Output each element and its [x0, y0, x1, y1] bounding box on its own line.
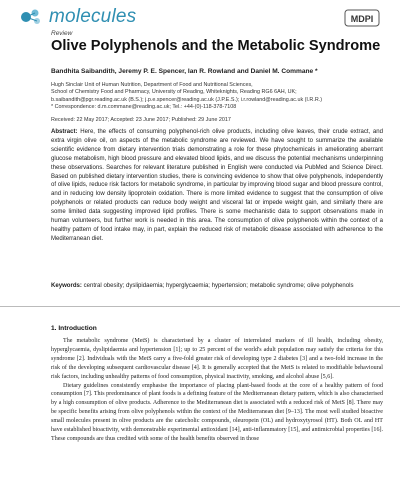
section-divider [0, 306, 400, 307]
introduction-body [51, 337, 383, 444]
author-list: Bandhita Saibandith, Jeremy P. E. Spencer, Ian R. Rowland and Daniel M. Commane * [51, 68, 318, 75]
journal-logo [20, 6, 136, 28]
affiliation-emails: b.saibandith@pgr.reading.ac.uk (B.S.); j.p.e.spencer@reading.ac.uk (J.P.E.S.); i.r.rowland@reading.ac.uk (I.R.R.) [51, 96, 323, 103]
paragraph: Dietary guidelines consistently emphasise the importance of placing plant-based foods at the core of a healthy pattern of food consumption [7]. This predominance of plant foods is a defining feature of the Mediterranean dietary pattern, which is also characterised by a high consumption of olive products. Adherence to the Mediterranean diet is associated with a reduced risk of MetS [8]. There may be specific benefits arising from olive polyphenols within the context of the Mediterranean diet [9–13]. The most well studied bioactive small molecules present in olive products are the catecholic compounds, oleuropein (OL) and hydroxytyrosol (HT). Both OL and HT have established bioactivity, with demonstrable experimental antioxidant [14], anti-inflammatory [15], and antimicrobial properties [16]. These compounds are thus credited with some of the health benefits observed in those [51, 382, 383, 442]
affiliation-line: Hugh Sinclair Unit of Human Nutrition, Department of Food and Nutritional Sciences, [51, 82, 253, 88]
affiliations [51, 82, 386, 111]
page-title: Olive Polyphenols and the Metabolic Syndrome [51, 38, 381, 54]
article-type: Review [51, 30, 73, 37]
section-heading: 1. Introduction [51, 325, 97, 332]
affiliation-line: School of Chemistry Food and Pharmacy, University of Reading, Whiteknights, Reading RG6 6AH, UK; [51, 89, 297, 96]
molecules-logo-icon [20, 7, 46, 27]
publication-dates: Received: 22 May 2017; Accepted: 23 June 2017; Published: 29 June 2017 [51, 117, 231, 123]
paragraph: The metabolic syndrome (MetS) is characterised by a cluster of interrelated markers of ill health, including obesity, hyperglycaemia, dyslipidaemia and hypertension [1]; up to 25 percent of the world's adult population may satisfy the criteria for this syndrome [2]. Individuals with the MetS carry a five-fold greater risk of developing type 2 diabetes [3] and a two-fold increase in the risk of the developing subsequent cardiovascular disease [4]. It is generally accepted that the MetS is related to modifiable behavioural risk factors, including unhealthy patterns of food consumption, physical inactivity, smoking, and alcohol abuse [5,6]. [51, 338, 383, 380]
abstract-text: Here, the effects of consuming polyphenol-rich olive products, including olive leaves, their crude extract, and extra virgin olive oil, on aspects of the metabolic syndrome are reviewed. We have sought to summarize the available scientific evidence from dietary intervention trials demonstrating a role for these phytochemicals in ameliorating aberrant glucose metabolism, high blood pressure and elevated blood lipids, and we discuss the potential mechanisms underpinning these observations. Searches for relevant literature published in English were conducted via PubMed and Science Direct. Based on published dietary intervention studies, there is convincing evidence to show that olive polyphenols, independently of olive lipids, reduce risk factors for metabolic syndrome, in particular by improving blood sugar and blood pressure control, and in reducing low density lipoprotein oxidation. There is more limited evidence to suggest that the consumption of olive polyphenols or related products can reduce body weight and visceral fat or impede weight gain, and similarly there are some limited data suggesting improved lipid profiles. There is some mechanistic data to support observations made in human volunteers, but further work is needed in this area. The consumption of olive polyphenols within the context of a healthy pattern of food intake may, in part, explain the reduced risk of metabolic disease associated with adherence to the Mediterranean diet. [51, 129, 383, 242]
keywords [51, 282, 383, 291]
keywords-text: central obesity; dyslipidaemia; hyperglycaemia; hypertension; metabolic syndrome; olive polyphenols [83, 283, 354, 289]
journal-name: molecules [49, 6, 137, 27]
mdpi-logo-icon [344, 8, 380, 28]
keywords-label: Keywords: [51, 283, 82, 289]
correspondence: * Correspondence: d.m.commane@reading.ac.uk; Tel.: +44-(0)-118-378-7108 [51, 103, 237, 110]
abstract-label: Abstract: [51, 129, 78, 135]
mdpi-logo-text: MDPI [350, 14, 374, 24]
abstract [51, 128, 383, 244]
